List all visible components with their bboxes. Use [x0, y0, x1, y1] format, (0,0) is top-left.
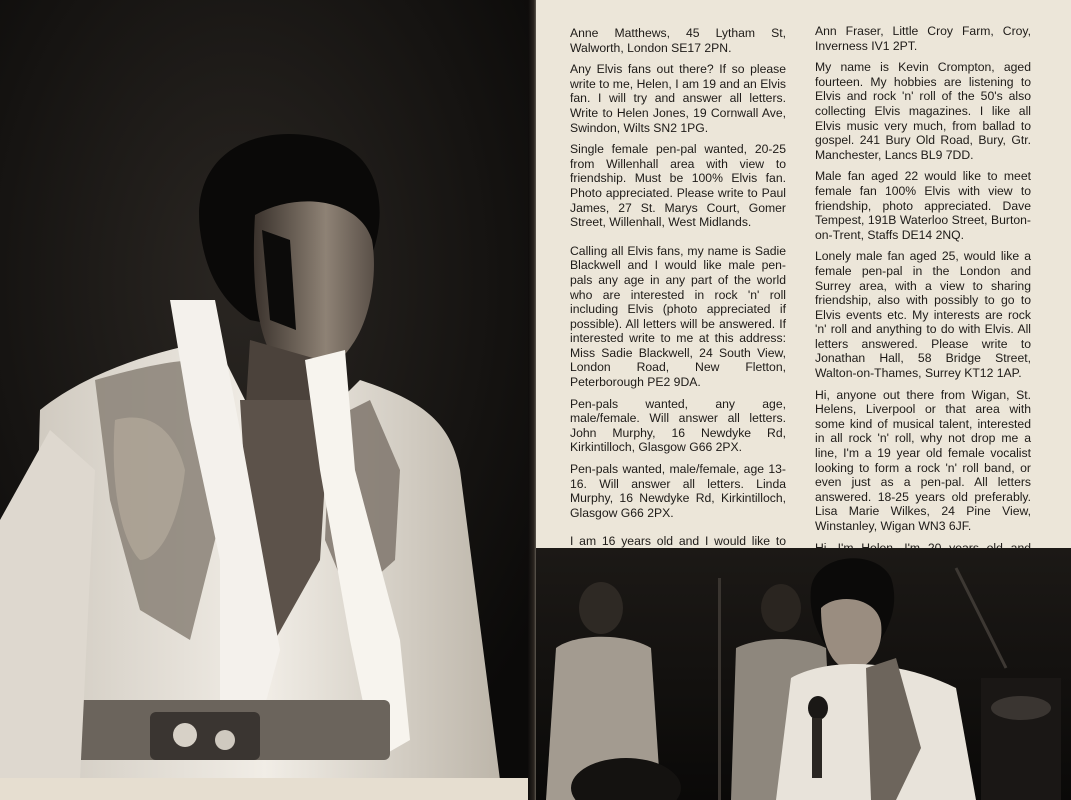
- penpal-entry: Any Elvis fans out there? If so please write to me, Helen, I am 19 and an Elvis fan. I will try and answer all letters. Write to Helen Jones, 19 Cornwall Ave, Swindon, Wilts SN2 1PG.: [570, 62, 786, 135]
- page-bottom-margin: [0, 778, 533, 800]
- penpal-entry: Single female pen-pal wanted, 20-25 from Willenhall area with view to friendship. Must be 100% Elvis fan. Photo appreciated. Please write to Paul James, 27 St. Marys Court, Gomer Street, Willenhall, West Midlands.: [570, 142, 786, 230]
- stage-photo: [536, 548, 1071, 800]
- penpal-entry: Anne Matthews, 45 Lytham St, Walworth, London SE17 2PN.: [570, 26, 786, 55]
- penpal-entry: Pen-pals wanted, male/female, age 13-16. Will answer all letters. Linda Murphy, 16 Newdyke Rd, Kirkintilloch, Glasgow G66 2PX.: [570, 462, 786, 520]
- left-page-photo: [0, 0, 533, 800]
- penpal-entry: My name is Kevin Crompton, aged fourteen. My hobbies are listening to Elvis and rock 'n' roll of the 50's also collecting Elvis magazines. I like all Elvis music very much, from ballad to gospel. 241 Bury Old Road, Bury, Gtr. Manchester, Lancs BL9 7DD.: [815, 60, 1031, 162]
- penpal-entry: Pen-pals wanted, any age, male/female. Will answer all letters. John Murphy, 16 Newdyke Rd, Kirkintilloch, Glasgow G66 2PX.: [570, 396, 786, 455]
- band-on-stage-photo: [536, 548, 1071, 800]
- penpal-entry: Male fan aged 22 would like to meet female fan 100% Elvis with view to friendship, photo appreciated. Dave Tempest, 191B Waterloo Street, Burton-on-Trent, Staffs DE14 2NQ.: [815, 169, 1031, 242]
- penpal-entry: I am 16 years old and I would like to: [570, 534, 786, 549]
- penpal-entry: Hi, anyone out there from Wigan, St. Helens, Liverpool or that area with some kind of musical talent, interested in all rock 'n' roll, why not drop me a line, I'm a 19 year old female vocalist looking to form a rock 'n' roll band, or even just as a pen-pal. All letters answered. 18-25 years old preferably. Lisa Marie Wilkes, 24 Pine View, Winstanley, Wigan WN3 6JF.: [815, 387, 1031, 533]
- penpal-entry: Lonely male fan aged 25, would like a female pen-pal in the London and Surrey area, with a view to sharing friendship, also with possibly to go to Elvis events etc. My interests are rock 'n' roll and anything to do with Elvis. All letters answered. Please write to Jonathan Hall, 58 Bridge Street, Walton-on-Thames, Surrey KT12 1AP.: [815, 249, 1031, 381]
- penpal-entry: Calling all Elvis fans, my name is Sadie Blackwell and I would like male pen-pals any age in any part of the world who are interested in rock 'n' roll including Elvis (photo appreciated if possible). All letters will be answered. If interested write to me at this address: Miss Sadie Blackwell, 24 South View, London Road, New Fletton, Peterborough PE2 9DA.: [570, 243, 786, 390]
- penpal-entry: Ann Fraser, Little Croy Farm, Croy, Inverness IV1 2PT.: [815, 24, 1031, 53]
- performer-photo: [0, 0, 533, 800]
